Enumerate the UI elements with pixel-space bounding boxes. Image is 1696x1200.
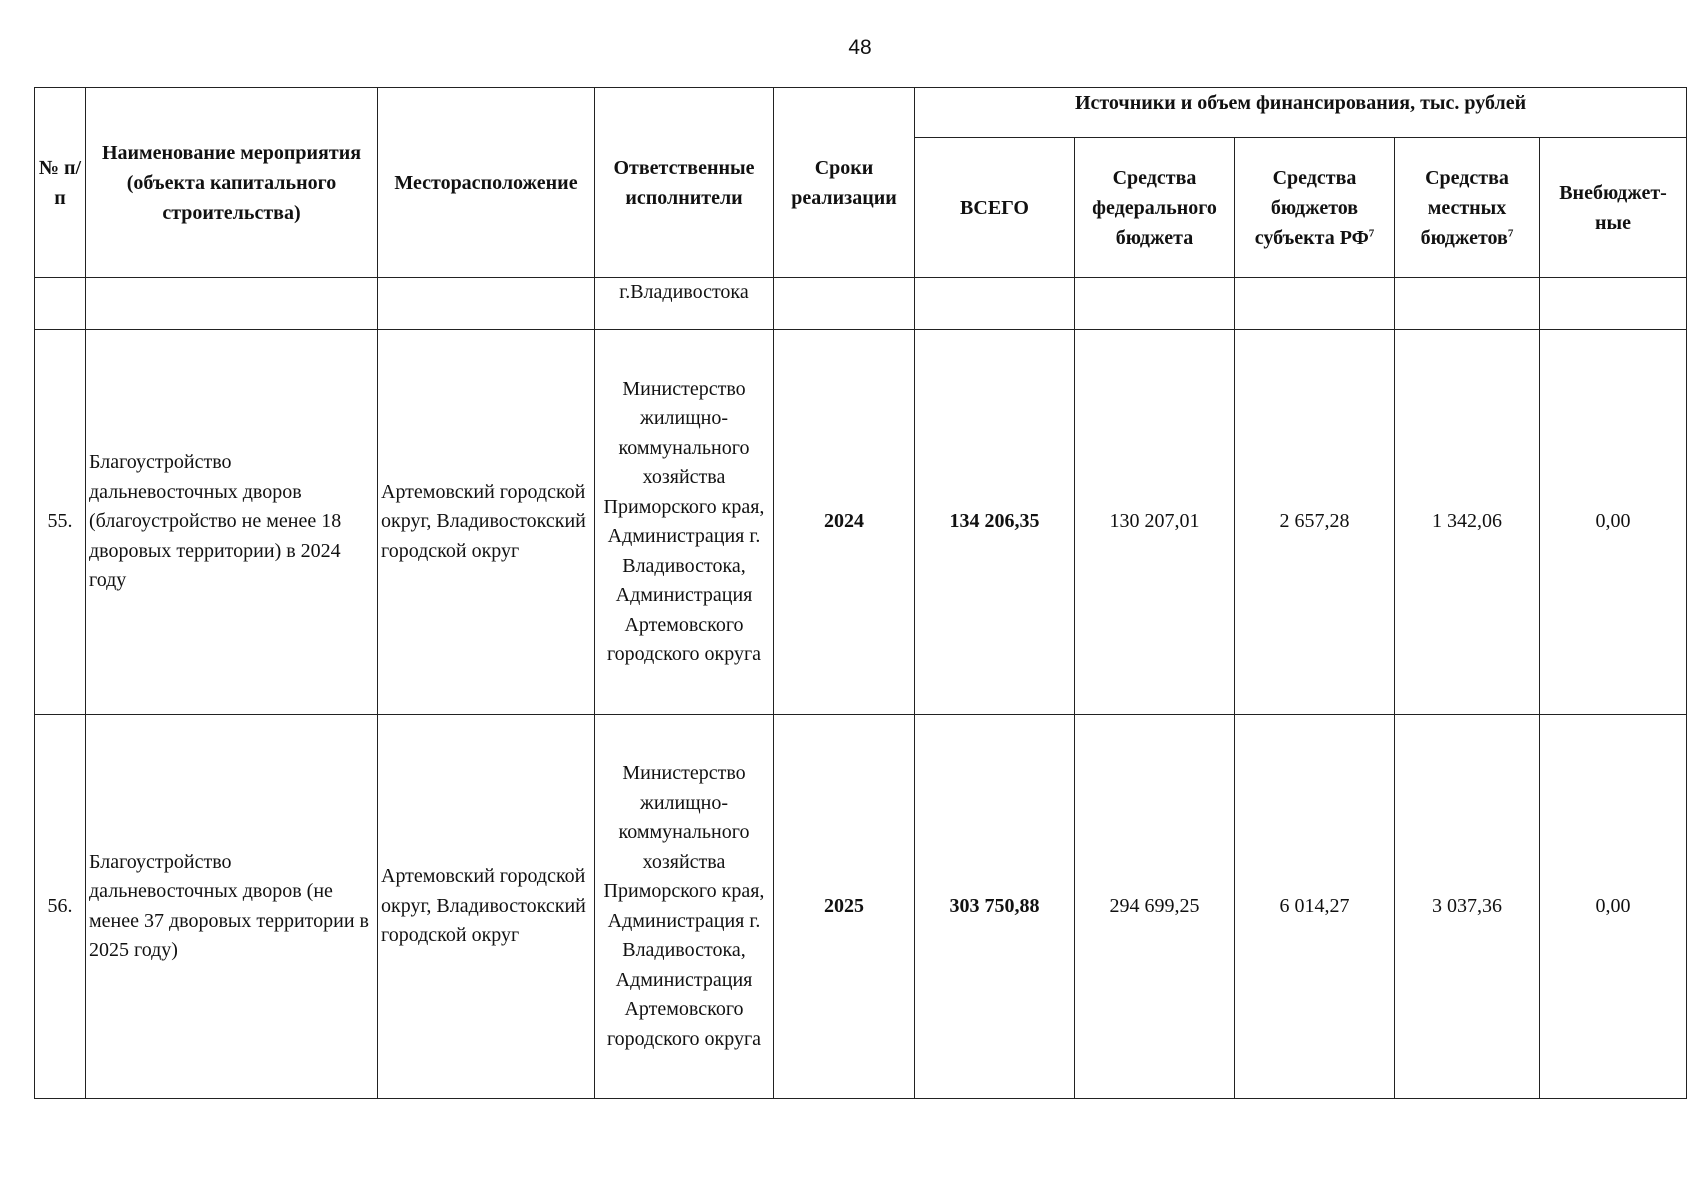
header-sources: Источники и объем финансирования, тыс. рублей: [915, 88, 1687, 138]
cell-subject: 2 657,28: [1235, 330, 1395, 715]
header-location: Месторасположение: [378, 88, 595, 278]
header-subject: Средства бюджетов субъекта $РФ^7$: [1235, 138, 1395, 278]
header-name: Наименование мероприятия (объекта капитального строительства): [86, 88, 378, 278]
cell-year: 2024: [774, 330, 915, 715]
cell-local: 1 342,06: [1395, 330, 1540, 715]
cell-subject: 6 014,27: [1235, 715, 1395, 1099]
header-local: Средства местных бюджетов$^7$: [1395, 138, 1540, 278]
cell-responsible: Министерство жилищно-коммунального хозяйства Приморского края, Администрация г. Владивостока, Администрация Артемовского городского округа: [595, 330, 774, 715]
cell-local: 3 037,36: [1395, 715, 1540, 1099]
cell-total: 303 750,88: [915, 715, 1075, 1099]
cell-name: Благоустройство дальневосточных дворов (не менее 37 дворовых территории в 2025 году): [86, 715, 378, 1099]
cell-responsible: г.Владивостока: [595, 278, 774, 330]
cell-federal: 294 699,25: [1075, 715, 1235, 1099]
header-total: ВСЕГО: [915, 138, 1075, 278]
header-terms: Сроки реализации: [774, 88, 915, 278]
cell-location: Артемовский городской округ, Владивостокский городской округ: [378, 715, 595, 1099]
cell-responsible: Министерство жилищно-коммунального хозяйства Приморского края, Администрация г. Владивостока, Администрация Артемовского городского округа: [595, 715, 774, 1099]
cell-location: Артемовский городской округ, Владивостокский городской округ: [378, 330, 595, 715]
table-row: [35, 715, 1687, 1099]
cell-num: 56.: [35, 715, 86, 1099]
cell-num: 55.: [35, 330, 86, 715]
cell-extra: 0,00: [1540, 715, 1687, 1099]
financing-table: [34, 87, 1687, 1099]
cell-federal: 130 207,01: [1075, 330, 1235, 715]
page-number: 48: [848, 36, 872, 59]
cell-name: Благоустройство дальневосточных дворов (благоустройство не менее 18 дворовых территории) в 2024 году: [86, 330, 378, 715]
cell-year: 2025: [774, 715, 915, 1099]
header-federal: Средства федерального бюджета: [1075, 138, 1235, 278]
table-row: [35, 330, 1687, 715]
table-header-row: [35, 88, 1687, 138]
header-extra: Внебюджет-ные: [1540, 138, 1687, 278]
table-row-continuation: [35, 278, 1687, 330]
header-num: № п/п: [35, 88, 86, 278]
cell-total: 134 206,35: [915, 330, 1075, 715]
header-responsible: Ответственные исполнители: [595, 88, 774, 278]
cell-extra: 0,00: [1540, 330, 1687, 715]
